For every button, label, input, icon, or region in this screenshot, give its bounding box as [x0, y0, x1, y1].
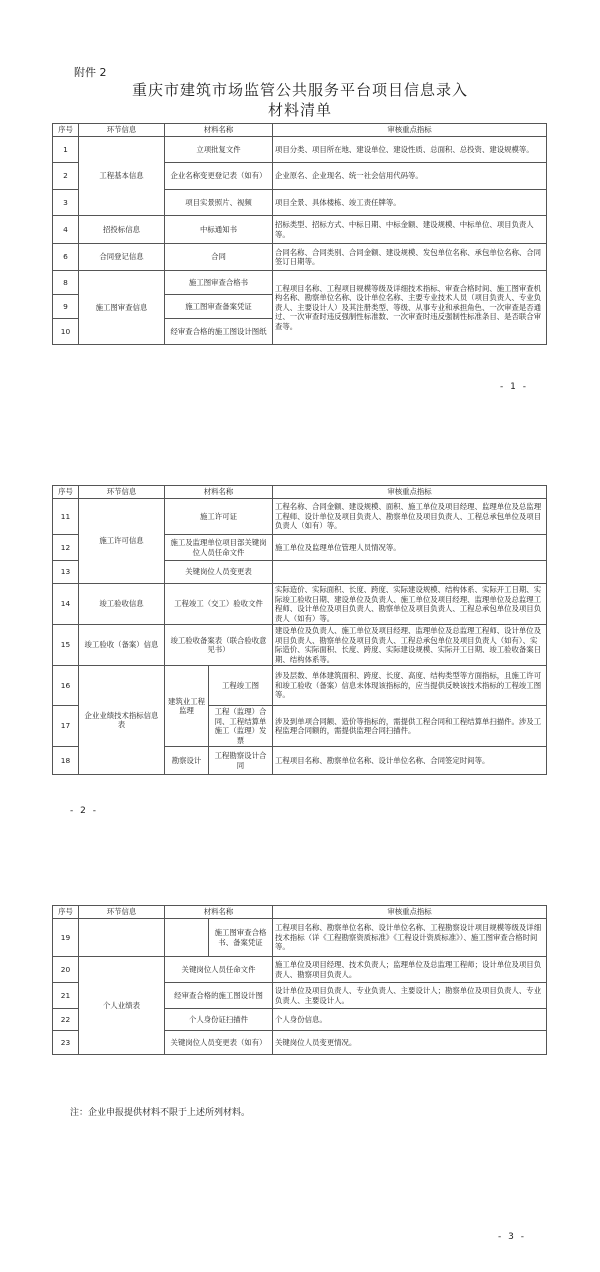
- page-number: - 3 -: [498, 1232, 526, 1242]
- focus-cell: 施工单位及监理单位管理人员情况等。: [273, 535, 547, 561]
- focus-cell: 实际造价、实际面积、长度、跨度、实际建设规模、结构体系、实际开工日期、实际竣工验收日期、建设单位及负责人、施工单位及项目经理、监理单位及总监理工程师、设计单位及项目负责人、勘察单位及项目负责人、工程总承包单位及项目负责人（如有）等。: [273, 584, 547, 625]
- row-no: 23: [53, 1031, 79, 1055]
- material-cell: 施工许可证: [165, 499, 273, 535]
- page-number: - 1 -: [500, 382, 528, 392]
- table-row: [53, 499, 547, 535]
- material-cell: 关键岗位人员变更表（如有）: [165, 1031, 273, 1055]
- material-cell: 竣工验收备案表（联合验收意见书）: [165, 625, 273, 666]
- material-cell: 企业名称变更登记表（如有）: [165, 163, 273, 190]
- stage-cell: 工程基本信息: [79, 137, 165, 216]
- header-material: 材料名称: [165, 486, 273, 499]
- row-no: 17: [53, 706, 79, 747]
- focus-cell: 关键岗位人员变更情况。: [273, 1031, 547, 1055]
- row-no: 2: [53, 163, 79, 190]
- material-cell: 项目实景照片、视频: [165, 190, 273, 216]
- focus-cell: 个人身份信息。: [273, 1009, 547, 1031]
- header-no: 序号: [53, 486, 79, 499]
- material-cell: 个人身份证扫描件: [165, 1009, 273, 1031]
- row-no: 6: [53, 244, 79, 271]
- material-cell: 关键岗位人员变更表: [165, 561, 273, 584]
- row-no: 4: [53, 216, 79, 244]
- material-cell: 经审查合格的施工图设计图: [165, 983, 273, 1009]
- focus-cell: 工程项目名称、工程项目规模等级及详细技术指标、审查合格时间、施工图审查机构名称、勘察单位名称、设计单位名称、主要专业技术人员（项目负责人、专业负责人、主要设计人）及其注册类型、等级、从事专业和承担角色、一次审查是否通过、一次审查时违反强制性标准数、一次审查时违反强制性标准条目、是否联合审查等。: [273, 271, 547, 345]
- focus-cell: 施工单位及项目经理、技术负责人；监理单位及总监理工程师；设计单位及项目负责人、勘察项目负责人。: [273, 957, 547, 983]
- material-cell: 合同: [165, 244, 273, 271]
- material-cell: 经审查合格的施工图设计图纸: [165, 319, 273, 345]
- focus-cell: 工程项目名称、勘察单位名称、设计单位名称、工程勘察设计项目规模等级及详细技术指标（详《工程勘察资质标准》《工程设计资质标准》）、施工图审查合格时间等。: [273, 919, 547, 957]
- material-cell: 关键岗位人员任命文件: [165, 957, 273, 983]
- sub-category-cell-empty: [165, 919, 209, 957]
- row-no: 19: [53, 919, 79, 957]
- row-no: 1: [53, 137, 79, 163]
- stage-cell: 施工图审查信息: [79, 271, 165, 345]
- material-cell: 工程勘察设计合同: [209, 747, 273, 775]
- header-focus: 审核重点指标: [273, 906, 547, 919]
- table-row: [53, 137, 547, 163]
- row-no: 9: [53, 295, 79, 319]
- row-no: 11: [53, 499, 79, 535]
- row-no: 8: [53, 271, 79, 295]
- header-focus: 审核重点指标: [273, 486, 547, 499]
- row-no: 15: [53, 625, 79, 666]
- header-material: 材料名称: [165, 906, 273, 919]
- focus-cell: 涉及层数、单体建筑面积、跨度、长度、高度、结构类型等方面指标，且施工许可和竣工验收（备案）信息未体现该指标的，应当提供反映该技术指标的工程竣工图等。: [273, 666, 547, 706]
- page-subtitle: 材料清单: [267, 101, 332, 119]
- table-row: [53, 244, 547, 271]
- focus-cell: 项目分类、项目所在地、建设单位、建设性质、总面积、总投资、建设规模等。: [273, 137, 547, 163]
- row-no: 16: [53, 666, 79, 706]
- row-no: 13: [53, 561, 79, 584]
- material-cell: 工程（监理）合同、工程结算单施工（监理）发票: [209, 706, 273, 747]
- stage-cell: 竣工验收（备案）信息: [79, 625, 165, 666]
- sub-category-cell: 勘察设计: [165, 747, 209, 775]
- table-row: [53, 216, 547, 244]
- materials-table-page1: [52, 123, 547, 345]
- row-no: 21: [53, 983, 79, 1009]
- focus-cell: [273, 561, 547, 584]
- focus-cell: 招标类型、招标方式、中标日期、中标金额、建设规模、中标单位、项目负责人等。: [273, 216, 547, 244]
- page-title: 重庆市建筑市场监管公共服务平台项目信息录入: [131, 81, 468, 99]
- material-cell: 中标通知书: [165, 216, 273, 244]
- focus-cell: 涉及到单项合同额、造价等指标的，需提供工程合同和工程结算单扫描件。涉及工程监理合同额的，需提供监理合同扫描件。: [273, 706, 547, 747]
- row-no: 18: [53, 747, 79, 775]
- focus-cell: 设计单位及项目负责人、专业负责人、主要设计人；勘察单位及项目负责人、专业负责人、主要设计人。: [273, 983, 547, 1009]
- table-row: [53, 919, 547, 957]
- table-row: [53, 271, 547, 295]
- material-cell: 施工图审查合格书、备案凭证: [209, 919, 273, 957]
- row-no: 20: [53, 957, 79, 983]
- row-no: 3: [53, 190, 79, 216]
- stage-cell: 竣工验收信息: [79, 584, 165, 625]
- focus-cell: 工程名称、合同金额、建设规模、面积、施工单位及项目经理、监理单位及总监理工程师、设计单位及项目负责人、勘察单位及项目负责人、工程总承包单位及项目负责人（如有）等。: [273, 499, 547, 535]
- materials-table-page2: [52, 485, 547, 775]
- footnote: 注：企业申报提供材料不限于上述所列材料。: [70, 1108, 251, 1118]
- materials-table-page3: [52, 905, 547, 1055]
- table-row: [53, 957, 547, 983]
- stage-cell-empty: [79, 919, 165, 957]
- table-row: [53, 584, 547, 625]
- sub-category-cell: 建筑业工程监理: [165, 666, 209, 747]
- focus-cell: 建设单位及负责人、施工单位及项目经理、监理单位及总监理工程师、设计单位及项目负责人、勘察单位及项目负责人、工程总承包单位及项目负责人（如有）、实际造价、实际面积、长度、跨度、实际建设规模、实际开工日期、竣工验收备案日期、结构体系等。: [273, 625, 547, 666]
- material-cell: 工程竣工（交工）验收文件: [165, 584, 273, 625]
- row-no: 22: [53, 1009, 79, 1031]
- material-cell: 立项批复文件: [165, 137, 273, 163]
- table-header-row: [53, 486, 547, 499]
- header-stage: 环节信息: [79, 486, 165, 499]
- material-cell: 施工图审查备案凭证: [165, 295, 273, 319]
- table-header-row: [53, 124, 547, 137]
- table-row: [53, 625, 547, 666]
- material-cell: 施工及监理单位项目部关键岗位人员任命文件: [165, 535, 273, 561]
- header-no: 序号: [53, 906, 79, 919]
- table-header-row: [53, 906, 547, 919]
- stage-cell: 个人业绩表: [79, 957, 165, 1055]
- focus-cell: 工程项目名称、勘察单位名称、设计单位名称、合同签定时间等。: [273, 747, 547, 775]
- annex-label: 附件 2: [74, 66, 107, 79]
- header-stage: 环节信息: [79, 906, 165, 919]
- header-material: 材料名称: [165, 124, 273, 137]
- header-no: 序号: [53, 124, 79, 137]
- row-no: 14: [53, 584, 79, 625]
- stage-cell: 招投标信息: [79, 216, 165, 244]
- material-cell: 工程竣工图: [209, 666, 273, 706]
- header-stage: 环节信息: [79, 124, 165, 137]
- table-row: [53, 666, 547, 706]
- focus-cell: 合同名称、合同类别、合同金额、建设规模、发包单位名称、承包单位名称、合同签订日期等。: [273, 244, 547, 271]
- row-no: 10: [53, 319, 79, 345]
- material-cell: 施工图审查合格书: [165, 271, 273, 295]
- stage-cell: 企业业绩技术指标信息表: [79, 666, 165, 775]
- page-number: - 2 -: [70, 806, 98, 816]
- header-focus: 审核重点指标: [273, 124, 547, 137]
- row-no: 12: [53, 535, 79, 561]
- stage-cell: 合同登记信息: [79, 244, 165, 271]
- focus-cell: 企业原名、企业现名、统一社会信用代码等。: [273, 163, 547, 190]
- focus-cell: 项目全景、具体楼栋、竣工责任牌等。: [273, 190, 547, 216]
- stage-cell: 施工许可信息: [79, 499, 165, 584]
